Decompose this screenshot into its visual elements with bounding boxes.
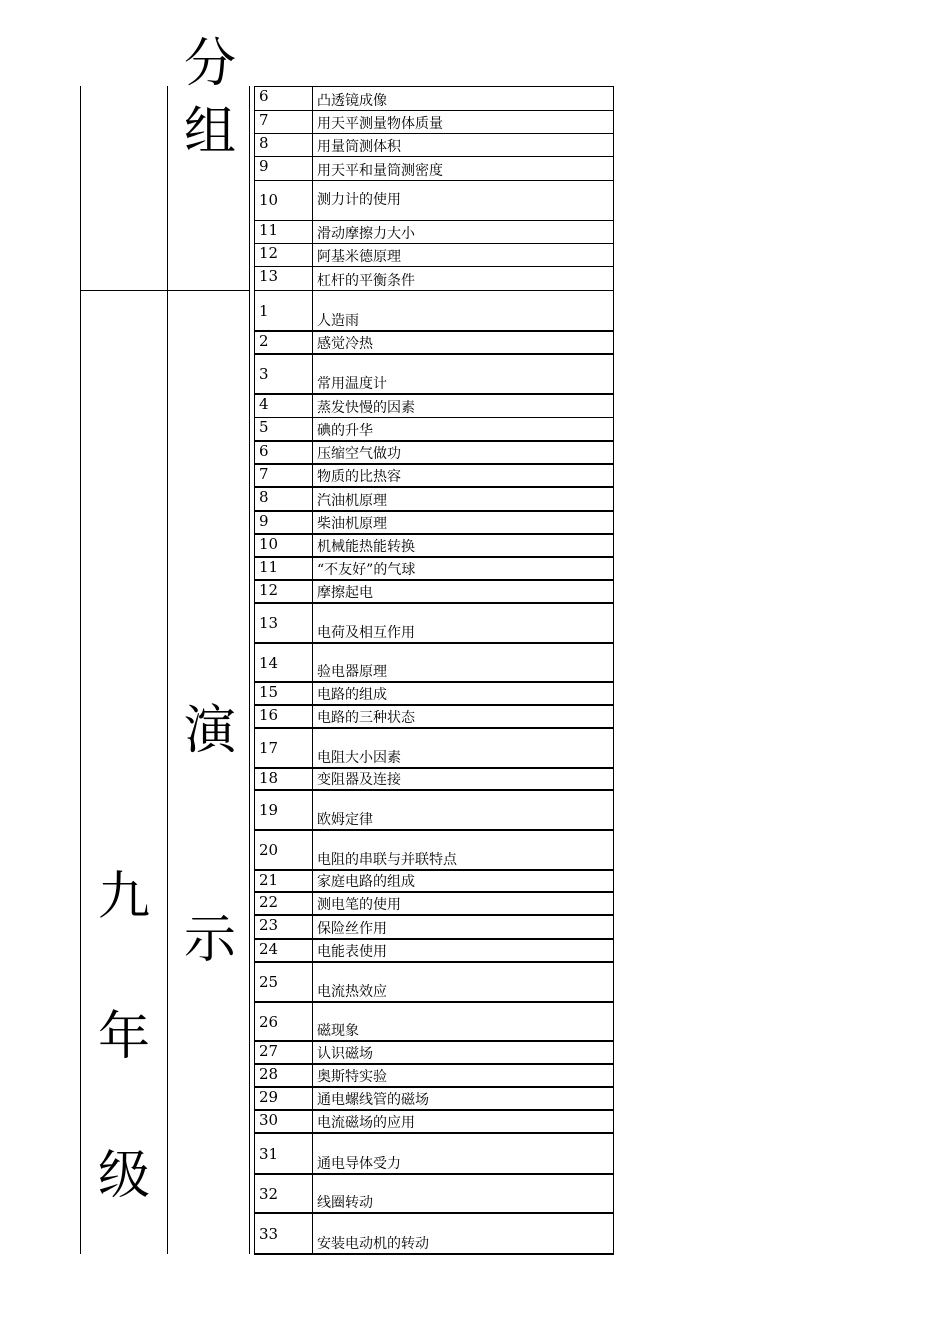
experiment-number: 10 — [259, 535, 279, 553]
experiment-number: 5 — [259, 418, 269, 436]
experiment-number: 30 — [259, 1111, 279, 1129]
table-row — [254, 220, 614, 244]
column-separator — [312, 683, 313, 704]
experiment-number: 11 — [259, 558, 279, 576]
table-row — [254, 290, 614, 332]
column-separator — [312, 581, 313, 602]
table-row — [254, 557, 614, 581]
experiment-name: 凸透镜成像 — [317, 93, 387, 109]
table-row — [254, 682, 614, 706]
experiment-name: 测力计的使用 — [317, 192, 401, 208]
experiment-name: 用量筒测体积 — [317, 139, 401, 155]
column-separator — [312, 465, 313, 486]
experiment-number: 14 — [259, 654, 279, 672]
experiment-number: 27 — [259, 1042, 279, 1060]
experiment-name: 机械能热能转换 — [317, 539, 415, 555]
experiment-number: 31 — [259, 1145, 279, 1163]
experiment-number: 18 — [259, 769, 279, 787]
experiment-name: 用天平测量物体质量 — [317, 116, 443, 132]
column-separator — [312, 1003, 313, 1040]
experiment-number: 24 — [259, 940, 279, 958]
table-row — [254, 1133, 614, 1175]
demo-label-char-1: 演 — [184, 701, 237, 761]
table-row — [254, 643, 614, 683]
column-separator — [312, 1214, 313, 1253]
grade-column-right-line — [167, 86, 168, 1254]
column-separator — [312, 488, 313, 510]
table-row — [254, 534, 614, 558]
experiment-name: 保险丝作用 — [317, 921, 387, 937]
experiment-name: 通电导体受力 — [317, 1156, 401, 1172]
grade-label-char-2: 年 — [98, 1007, 151, 1067]
table-row — [254, 1174, 614, 1214]
experiment-name: 电阻大小因素 — [317, 750, 401, 766]
column-separator — [312, 181, 313, 220]
table-row — [254, 511, 614, 535]
table-row — [254, 1002, 614, 1042]
experiment-name: 滑动摩擦力大小 — [317, 226, 415, 242]
experiment-number: 28 — [259, 1065, 279, 1083]
experiment-name: 人造雨 — [317, 313, 359, 329]
column-separator — [312, 1042, 313, 1063]
column-separator — [312, 442, 313, 463]
grade-column-left-line — [80, 86, 81, 1254]
column-separator — [312, 644, 313, 681]
table-row — [254, 1041, 614, 1065]
experiment-name: 柴油机原理 — [317, 516, 387, 532]
experiment-number: 25 — [259, 973, 279, 991]
experiment-number: 12 — [259, 581, 279, 599]
column-separator — [312, 893, 313, 914]
experiment-number: 6 — [259, 87, 269, 105]
table-row — [254, 266, 614, 291]
column-separator — [312, 1134, 313, 1173]
experiment-name: 摩擦起电 — [317, 585, 373, 601]
experiment-number: 16 — [259, 706, 279, 724]
column-separator — [312, 355, 313, 393]
column-separator — [312, 940, 313, 961]
experiment-name: 感觉冷热 — [317, 336, 373, 352]
column-separator — [312, 963, 313, 1001]
table-row — [254, 962, 614, 1003]
experiment-number: 15 — [259, 683, 279, 701]
experiment-name: “不友好”的气球 — [317, 562, 416, 578]
column-separator — [312, 916, 313, 938]
experiment-name: 安装电动机的转动 — [317, 1236, 429, 1252]
category-column-right-line — [249, 86, 250, 1254]
experiment-name: 电荷及相互作用 — [317, 625, 415, 641]
experiment-number: 17 — [259, 739, 279, 757]
table-row — [254, 1110, 614, 1134]
experiment-number: 11 — [259, 221, 279, 239]
experiment-name: 变阻器及连接 — [317, 772, 401, 788]
demo-label-char-2: 示 — [184, 910, 237, 970]
experiment-name: 家庭电路的组成 — [317, 874, 415, 890]
experiment-name: 认识磁场 — [317, 1046, 373, 1062]
table-row — [254, 394, 614, 418]
experiment-number: 23 — [259, 916, 279, 934]
column-separator — [312, 831, 313, 869]
grade-label-char-1: 九 — [98, 867, 151, 927]
experiment-name: 汽油机原理 — [317, 493, 387, 509]
column-separator — [312, 706, 313, 727]
table-row — [254, 603, 614, 644]
experiment-number: 2 — [259, 332, 269, 350]
column-separator — [312, 244, 313, 266]
column-separator — [312, 87, 313, 110]
experiment-name: 电路的组成 — [317, 687, 387, 703]
table-row — [254, 768, 614, 791]
experiment-name: 电路的三种状态 — [317, 710, 415, 726]
table-row — [254, 180, 614, 221]
column-separator — [312, 111, 313, 133]
table-row — [254, 870, 614, 893]
table-row — [254, 728, 614, 769]
column-separator — [312, 558, 313, 579]
experiment-number: 1 — [259, 302, 269, 320]
table-row — [254, 441, 614, 465]
column-separator — [312, 418, 313, 440]
column-separator — [312, 729, 313, 767]
table-row — [254, 1213, 614, 1255]
column-separator — [312, 769, 313, 789]
table-row — [254, 790, 614, 831]
experiment-number: 19 — [259, 801, 279, 819]
experiment-number: 32 — [259, 1185, 279, 1203]
experiment-number: 12 — [259, 244, 279, 262]
experiment-number: 20 — [259, 841, 279, 859]
experiment-number: 7 — [259, 111, 269, 129]
group-label-char-1: 分 — [184, 34, 237, 94]
column-separator — [312, 332, 313, 353]
experiment-name: 碘的升华 — [317, 423, 373, 439]
table-row — [254, 830, 614, 871]
table-row — [254, 156, 614, 181]
column-separator — [312, 512, 313, 533]
experiment-number: 33 — [259, 1225, 279, 1243]
experiment-name: 通电螺线管的磁场 — [317, 1092, 429, 1108]
table-row — [254, 892, 614, 916]
table-row — [254, 915, 614, 940]
experiment-name: 压缩空气做功 — [317, 446, 401, 462]
column-separator — [312, 134, 313, 156]
experiment-name: 线圈转动 — [317, 1195, 373, 1211]
column-separator — [312, 791, 313, 829]
experiment-number: 4 — [259, 395, 269, 413]
experiment-name: 物质的比热容 — [317, 469, 401, 485]
column-separator — [312, 535, 313, 556]
experiment-name: 常用温度计 — [317, 376, 387, 392]
column-separator — [312, 604, 313, 642]
table-row — [254, 243, 614, 267]
table-row — [254, 417, 614, 442]
column-separator — [312, 157, 313, 180]
table-row — [254, 705, 614, 729]
experiment-number: 6 — [259, 442, 269, 460]
experiment-table — [254, 86, 614, 1254]
experiment-number: 13 — [259, 614, 279, 632]
experiment-name: 电流磁场的应用 — [317, 1115, 415, 1131]
table-row — [254, 331, 614, 355]
column-separator — [312, 1175, 313, 1212]
column-separator — [312, 1111, 313, 1132]
table-row — [254, 86, 614, 111]
column-separator — [312, 1088, 313, 1109]
experiment-number: 29 — [259, 1088, 279, 1106]
group-label-char-2: 组 — [184, 102, 237, 162]
experiment-number: 3 — [259, 365, 269, 383]
table-row — [254, 939, 614, 963]
experiment-number: 9 — [259, 512, 269, 530]
grade-label-char-3: 级 — [98, 1146, 151, 1206]
column-separator — [312, 871, 313, 891]
table-row — [254, 580, 614, 604]
column-separator — [312, 291, 313, 330]
experiment-number: 22 — [259, 893, 279, 911]
experiment-name: 奥斯特实验 — [317, 1069, 387, 1085]
experiment-number: 8 — [259, 134, 269, 152]
experiment-name: 欧姆定律 — [317, 812, 373, 828]
table-row — [254, 1087, 614, 1111]
experiment-name: 验电器原理 — [317, 664, 387, 680]
experiment-name: 测电笔的使用 — [317, 897, 401, 913]
experiment-number: 8 — [259, 488, 269, 506]
column-separator — [312, 395, 313, 417]
table-row — [254, 464, 614, 488]
experiment-name: 电流热效应 — [317, 984, 387, 1000]
experiment-name: 蒸发快慢的因素 — [317, 400, 415, 416]
table-row — [254, 1064, 614, 1088]
experiment-number: 21 — [259, 871, 279, 889]
experiment-name: 杠杆的平衡条件 — [317, 273, 415, 289]
column-separator — [312, 267, 313, 290]
table-row — [254, 354, 614, 395]
experiment-number: 13 — [259, 267, 279, 285]
experiment-name: 用天平和量筒测密度 — [317, 163, 443, 179]
column-separator — [312, 1065, 313, 1086]
experiment-name: 阿基米德原理 — [317, 249, 401, 265]
experiment-number: 7 — [259, 465, 269, 483]
table-row — [254, 133, 614, 157]
experiment-name: 电能表使用 — [317, 944, 387, 960]
experiment-name: 磁现象 — [317, 1023, 359, 1039]
experiment-name: 电阻的串联与并联特点 — [317, 852, 457, 868]
experiment-number: 26 — [259, 1013, 279, 1031]
table-row — [254, 487, 614, 512]
experiment-number: 9 — [259, 157, 269, 175]
experiment-number: 10 — [259, 191, 279, 209]
section-divider — [80, 290, 250, 291]
column-separator — [312, 221, 313, 243]
table-row — [254, 110, 614, 134]
